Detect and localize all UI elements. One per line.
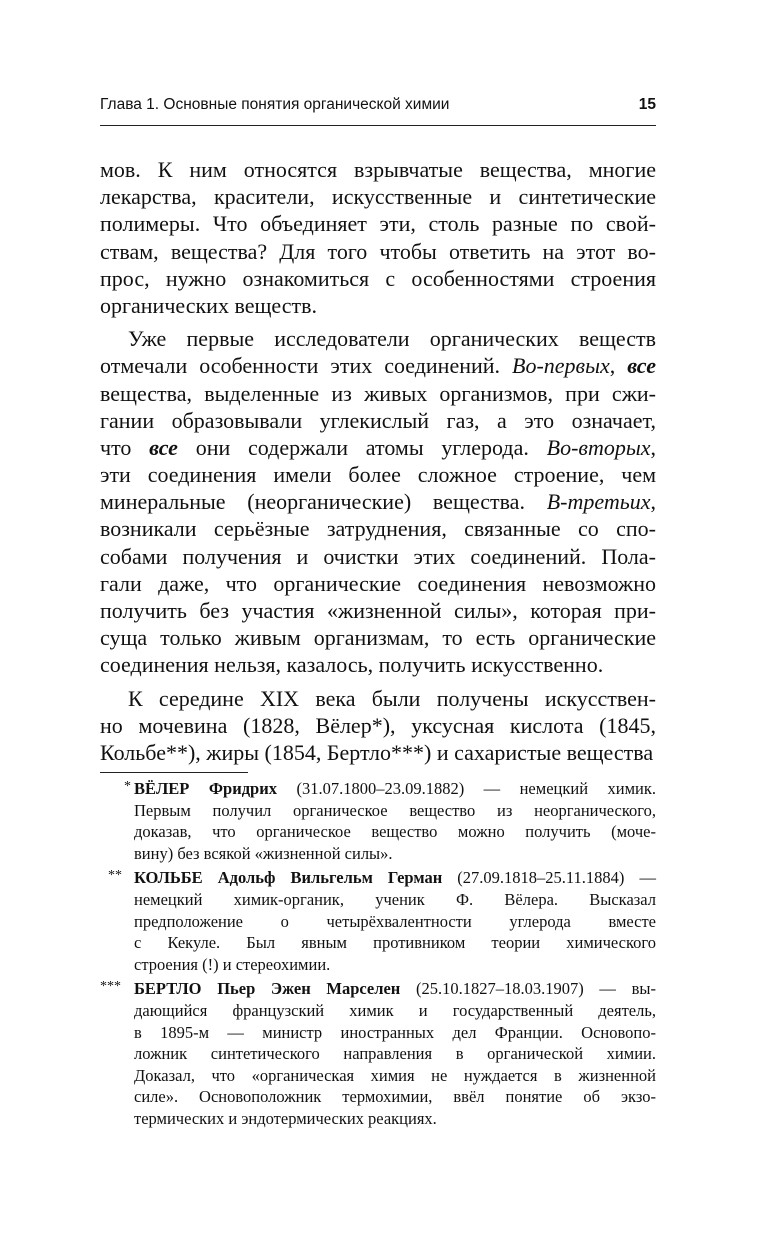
- paragraph: [100, 325, 656, 678]
- page-number: 15: [638, 96, 656, 113]
- paragraph: [100, 685, 656, 767]
- text-run: строения (!) и стереохимии.: [134, 954, 331, 974]
- text-line: [100, 597, 656, 624]
- text-run: ,: [650, 489, 656, 515]
- text-run: вещества, выделенные из живых организмов, при сжи-: [100, 380, 656, 406]
- paragraph: [100, 156, 656, 319]
- text-line: [100, 712, 656, 739]
- text-run: предположение о четырёхвалентности углерода вместе: [134, 911, 656, 931]
- text-run: суща только живым организмам, то есть органические: [100, 625, 656, 651]
- text-line: [100, 739, 656, 766]
- text-run: собами получения и очистки этих соединений. Пола-: [100, 543, 656, 569]
- text-run: Доказал, что «органическая химия не нуждается в жизненной: [134, 1065, 656, 1085]
- text-line: [100, 265, 656, 292]
- text-line: [100, 352, 656, 379]
- text-run: соединения нельзя, казалось, получить искусственно.: [100, 652, 604, 678]
- text-line: [100, 434, 656, 461]
- text-run: прос, нужно ознакомиться с особенностями строения: [100, 265, 656, 291]
- text-run: доказав, что органическое вещество можно получить (моче-: [134, 822, 656, 842]
- text-run: Во-первых: [512, 353, 610, 379]
- running-header: [100, 94, 656, 116]
- footnote-line: [134, 889, 656, 911]
- text-run: (27.09.1818–25.11.1884) —: [442, 868, 656, 888]
- footnote: [100, 778, 656, 864]
- text-run: БЕРТЛО Пьер Эжен Марселен: [134, 979, 401, 999]
- footnote-line: [134, 954, 656, 976]
- text-run: (25.10.1827–18.03.1907) — вы-: [400, 979, 656, 999]
- text-run: возникали серьёзные затруднения, связанные со спо-: [100, 516, 656, 542]
- text-run: ствам, вещества? Для того чтобы ответить на этот во-: [100, 238, 656, 264]
- text-run: все: [627, 353, 656, 379]
- text-run: с Кекуле. Был явным противником теории химического: [134, 933, 656, 953]
- text-run: КОЛЬБЕ Адольф Вильгельм Герман: [134, 868, 443, 888]
- text-run: гали даже, что органические соединения невозможно: [100, 570, 656, 596]
- text-run: органических веществ.: [100, 292, 317, 318]
- text-run: силе». Основоположник термохимии, ввёл понятие об экзо-: [134, 1087, 656, 1107]
- text-run: что: [100, 434, 150, 460]
- text-run: дающийся французский химик и государственный деятель,: [134, 1000, 656, 1020]
- footnote-marker: *: [124, 779, 131, 794]
- text-line: [100, 685, 656, 712]
- footnote: [100, 978, 656, 1129]
- text-run: но мочевина (1828, Вёлер*), уксусная кислота (1845,: [100, 712, 656, 738]
- footnote-marker: ***: [100, 979, 121, 995]
- text-run: гании образовывали углекислый газ, а это означает,: [100, 407, 656, 433]
- text-run: немецкий химик-органик, ученик Ф. Вёлера. Высказал: [134, 889, 656, 909]
- footnote-line: [134, 932, 656, 954]
- footnote-line: [134, 978, 656, 1000]
- footnote-line: [134, 778, 656, 800]
- text-run: они содержали атомы углерода.: [177, 434, 547, 460]
- text-line: [100, 543, 656, 570]
- text-run: В-третьих: [546, 489, 651, 515]
- footnote-line: [134, 1108, 656, 1130]
- text-line: [100, 292, 656, 319]
- footnote-line: [134, 867, 656, 889]
- footnote: [100, 867, 656, 975]
- footnote-divider: [100, 772, 248, 773]
- text-run: К середине XIX века были получены искусствен-: [128, 685, 656, 711]
- footnote-line: [134, 911, 656, 933]
- text-run: ложник синтетического направления в органической химии.: [134, 1044, 656, 1064]
- text-run: в 1895-м — министр иностранных дел Франции. Основопо-: [134, 1022, 656, 1042]
- text-line: [100, 488, 656, 515]
- text-line: [100, 238, 656, 265]
- text-run: минеральные (неорганические) вещества.: [100, 489, 547, 515]
- footnote-marker: **: [108, 868, 122, 884]
- text-run: все: [149, 434, 178, 460]
- text-line: [100, 515, 656, 542]
- text-run: ,: [609, 353, 628, 379]
- text-run: Первым получил органическое вещество из неорганического,: [134, 800, 656, 820]
- text-run: Уже первые исследователи органических веществ: [128, 326, 656, 352]
- text-line: [100, 407, 656, 434]
- text-line: [100, 210, 656, 237]
- text-run: Во-вторых: [546, 434, 651, 460]
- body-text: [100, 156, 656, 766]
- footnote-line: [134, 800, 656, 822]
- text-run: (31.07.1800–23.09.1882) — немецкий химик.: [276, 779, 656, 798]
- text-run: получить без участия «жизненной силы», которая при-: [100, 598, 656, 623]
- footnote-line: [134, 1000, 656, 1022]
- text-line: [100, 183, 656, 210]
- footnotes: [100, 778, 656, 1130]
- text-run: вину) без всякой «жизненной силы».: [134, 843, 393, 863]
- text-line: [100, 570, 656, 597]
- footnote-line: [134, 1022, 656, 1044]
- footnote-line: [134, 1043, 656, 1065]
- text-run: эти соединения имели более сложное строение, чем: [100, 462, 656, 488]
- footnote-line: [134, 821, 656, 843]
- text-run: мов. К ним относятся взрывчатые вещества, многие: [100, 157, 656, 182]
- text-run: Кольбе**), жиры (1854, Бертло***) и сахаристые вещества: [100, 739, 654, 765]
- text-run: ВЁЛЕР Фридрих: [134, 779, 277, 798]
- text-line: [100, 461, 656, 488]
- text-line: [100, 380, 656, 407]
- text-line: [100, 156, 656, 183]
- text-run: ,: [650, 434, 657, 460]
- text-line: [100, 624, 656, 651]
- footnote-line: [134, 843, 656, 865]
- text-run: лекарства, красители, искусственные и синтетические: [100, 184, 656, 210]
- text-run: полимеры. Что объединяет эти, столь разные по свой-: [100, 211, 656, 237]
- text-line: [100, 651, 656, 678]
- text-line: [100, 325, 656, 352]
- footnote-line: [134, 1086, 656, 1108]
- text-run: термических и эндотермических реакциях.: [134, 1108, 437, 1128]
- chapter-title: Глава 1. Основные понятия органической химии: [100, 96, 450, 113]
- header-divider: [100, 125, 656, 126]
- footnote-line: [134, 1065, 656, 1087]
- text-run: отмечали особенности этих соединений.: [100, 353, 512, 379]
